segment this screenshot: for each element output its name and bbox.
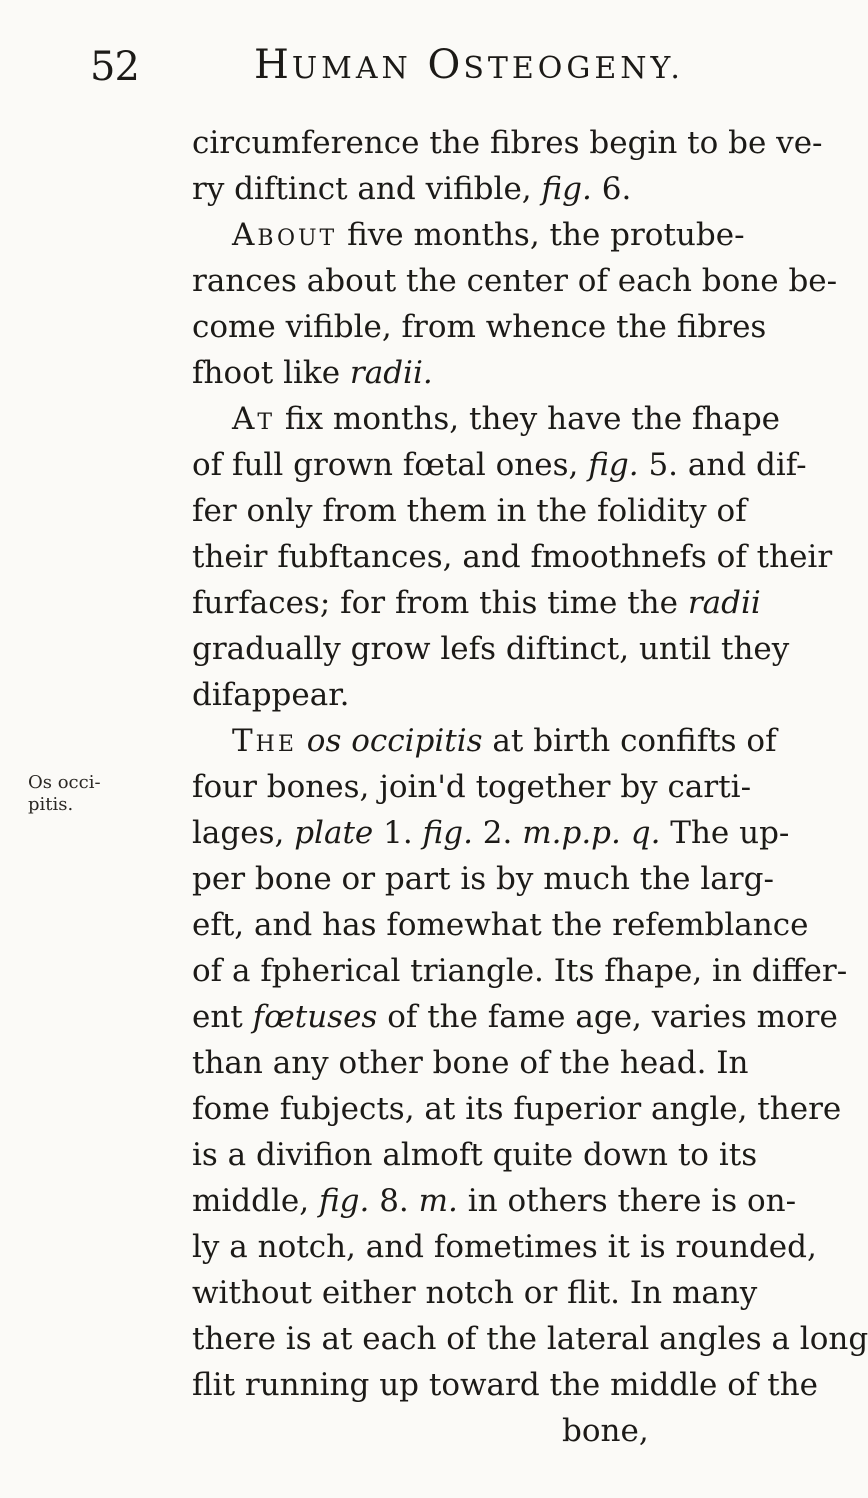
text-line: per bone or part is by much the larg- [192, 861, 774, 897]
text-line: fhoot like radii. [192, 355, 433, 391]
text-line: At fix months, they have the fhape [232, 401, 781, 437]
margin-note: Os occi- pitis. [28, 772, 101, 815]
text-line: rances about the center of each bone be- [192, 263, 838, 299]
text-line: of full grown fœtal ones, fig. 5. and dif- [192, 447, 807, 483]
text-line: furfaces; for from this time the radii [192, 585, 761, 621]
text-line: of a fpherical triangle. Its fhape, in differ- [192, 953, 848, 989]
text-line: About five months, the protube- [232, 217, 745, 253]
text-line: four bones, join'd together by carti- [192, 769, 752, 805]
text-line: gradually grow lefs diftinct, until they [192, 631, 790, 667]
page-header [90, 42, 810, 102]
text-line: The os occipitis at birth confifts of [232, 723, 777, 759]
text-line: middle, fig. 8. m. in others there is on- [192, 1183, 797, 1219]
text-line: ly a notch, and fometimes it is rounded, [192, 1229, 817, 1265]
text-line: circumference the fibres begin to be ve- [192, 125, 823, 161]
running-head: HUMAN OSTEOGENY. [254, 42, 684, 88]
text-line: without either notch or flit. In many [192, 1275, 758, 1311]
text-line: fome fubjects, at its fuperior angle, there [192, 1091, 842, 1127]
text-line: lages, plate 1. fig. 2. m.p.p. q. The up- [192, 815, 790, 851]
body-text [192, 120, 868, 1454]
text-line: flit running up toward the middle of the [192, 1367, 819, 1403]
text-line: fer only from them in the folidity of [192, 493, 747, 529]
text-line: is a divifion almoft quite down to its [192, 1137, 758, 1173]
page-number: 52 [90, 44, 139, 90]
text-line: than any other bone of the head. In [192, 1045, 749, 1081]
text-line: ent fœtuses of the fame age, varies more [192, 999, 838, 1035]
catchword: bone, [562, 1413, 649, 1449]
text-line: difappear. [192, 677, 350, 713]
text-line: their fubftances, and fmoothnefs of their [192, 539, 833, 575]
text-line: eft, and has fomewhat the refemblance [192, 907, 809, 943]
text-line: there is at each of the lateral angles a long [192, 1321, 868, 1357]
text-line: come vifible, from whence the fibres [192, 309, 767, 345]
text-line: ry diftinct and vifible, fig. 6. [192, 171, 632, 207]
